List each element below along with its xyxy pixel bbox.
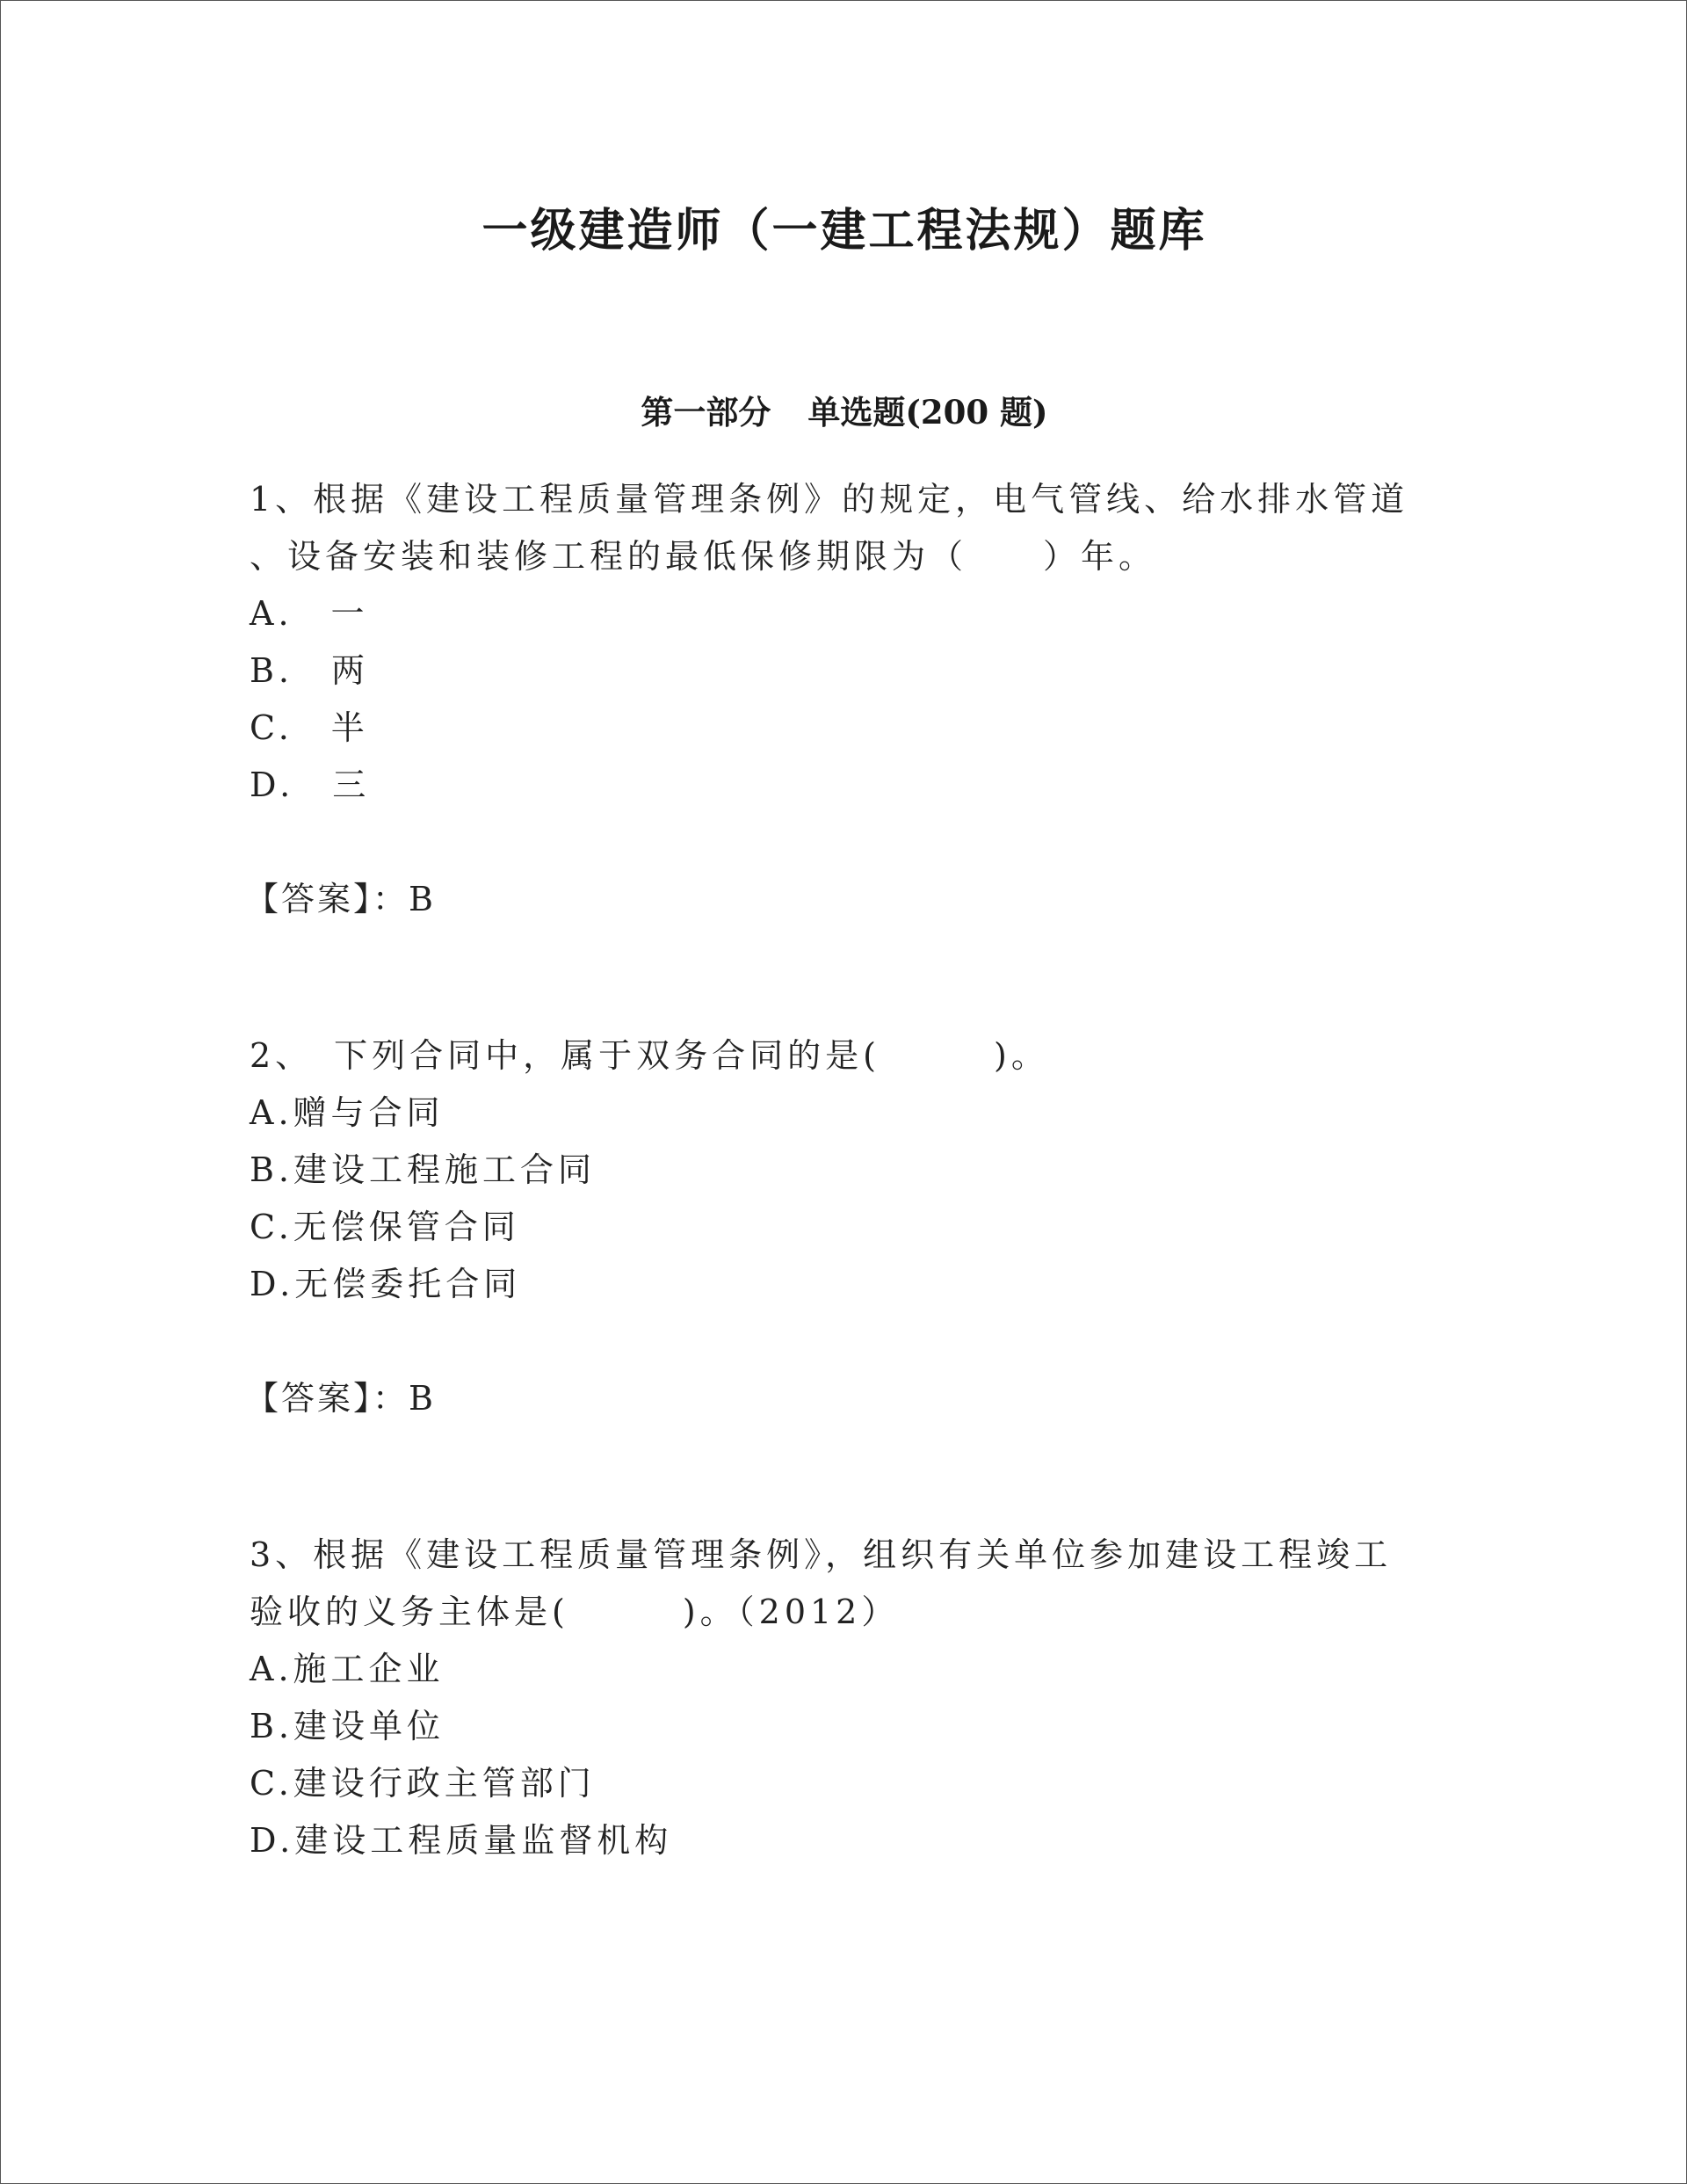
answer-line [245, 1370, 1436, 1427]
answer-label: 【答案】： [245, 880, 409, 918]
section-heading [1, 388, 1687, 437]
answer-line [245, 871, 1436, 928]
option-d: D.建设工程质量监督机构 [250, 1821, 673, 1860]
question-stem-line: 验收的义务主体是( )。（2012） [250, 1593, 900, 1631]
section-part-label: 第一部分 [641, 393, 771, 432]
option-a: A.施工企业 [250, 1650, 445, 1688]
option-b: B.建设单位 [250, 1707, 445, 1745]
question-list [245, 471, 1436, 1869]
option-a: A. 一 [250, 594, 369, 633]
option-d: D. 三 [250, 765, 371, 804]
answer-label: 【答案】： [245, 1379, 409, 1418]
answer-value: B [409, 880, 436, 918]
question-3 [250, 1527, 1436, 1869]
answer-value: B [409, 1379, 436, 1418]
option-b: B. 两 [250, 651, 370, 690]
option-c: C. 半 [250, 708, 369, 747]
section-type-label: 单选题(200 题) [807, 393, 1048, 432]
document-title: 一级建造师（一建工程法规）题库 [481, 204, 1207, 258]
question-stem-line: 、设备安装和装修工程的最低保修期限为（ ）年。 [250, 537, 1157, 576]
option-c: C.建设行政主管部门 [250, 1764, 596, 1803]
question-stem-line: 2、 下列合同中，属于双务合同的是( )。 [250, 1036, 1049, 1075]
option-c: C.无偿保管合同 [250, 1208, 520, 1246]
question-2 [245, 1027, 1436, 1427]
option-d: D.无偿委托合同 [250, 1265, 522, 1303]
question-stem-line: 3、根据《建设工程质量管理条例》，组织有关单位参加建设工程竣工 [250, 1535, 1393, 1574]
option-b: B.建设工程施工合同 [250, 1150, 597, 1189]
option-a: A.赠与合同 [250, 1093, 445, 1132]
question-1 [245, 471, 1436, 928]
question-stem-line: 1、根据《建设工程质量管理条例》的规定，电气管线、给水排水管道 [250, 480, 1409, 519]
